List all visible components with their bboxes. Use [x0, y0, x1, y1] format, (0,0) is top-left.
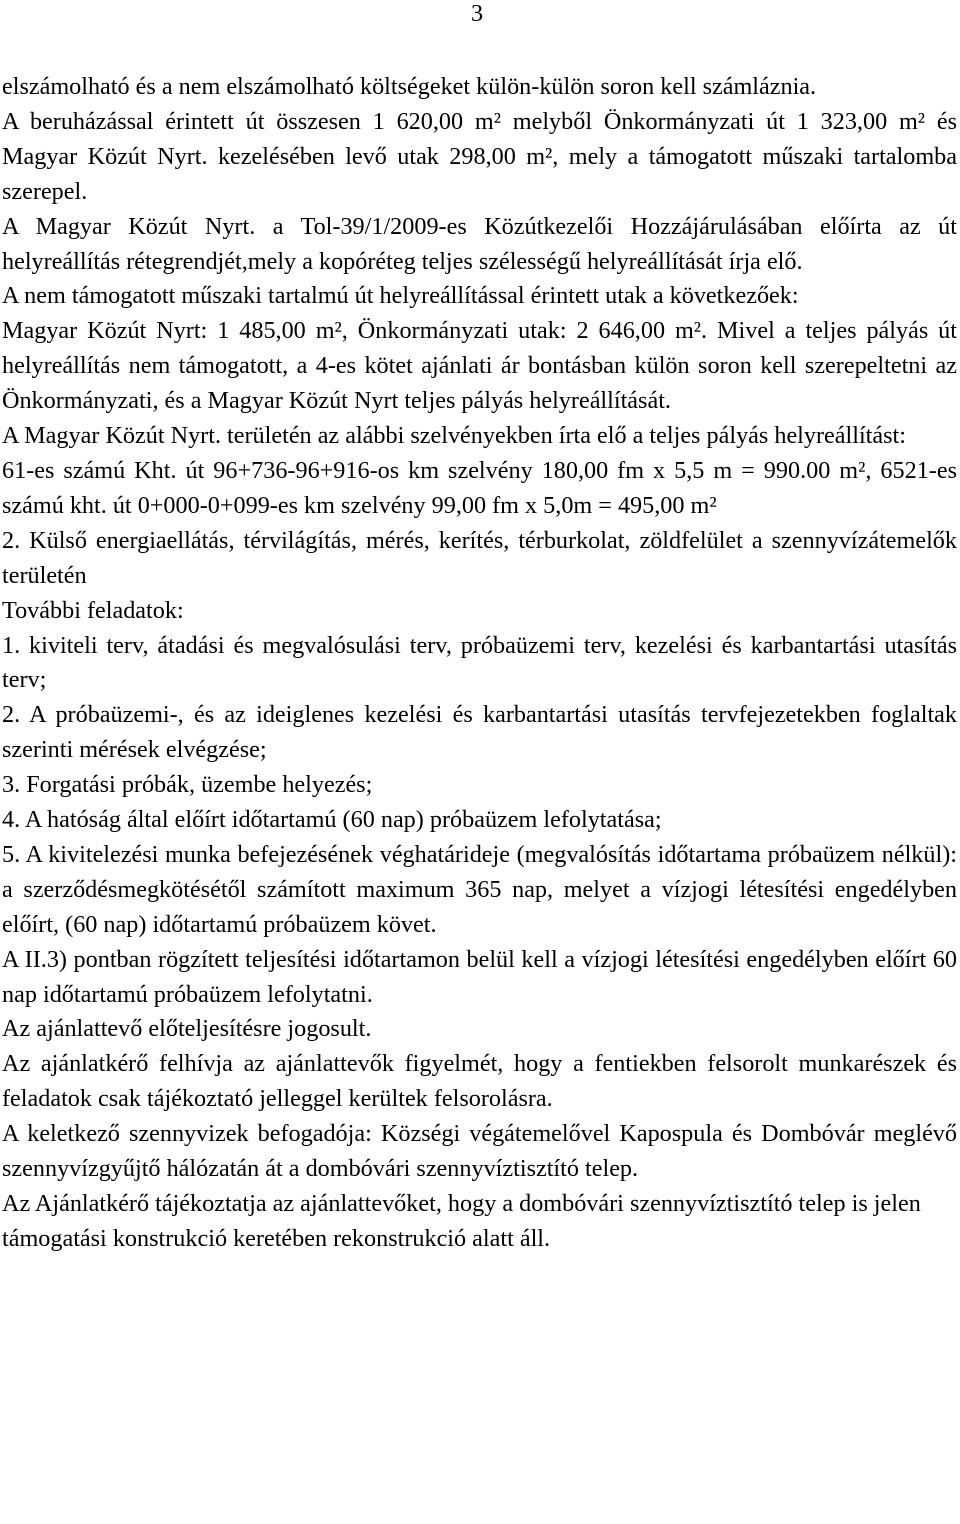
paragraph: 2. A próbaüzemi-, és az ideiglenes kezelési és karbantartási utasítás tervfejezetekben foglaltak szerinti mérések elvégzése; — [2, 701, 957, 764]
paragraph: A nem támogatott műszaki tartalmú út helyreállítással érintett utak a következőek: — [2, 282, 799, 310]
document-body — [2, 70, 957, 1257]
paragraph: Az ajánlattevő előteljesítésre jogosult. — [2, 1015, 372, 1043]
paragraph: Az Ajánlatkérő tájékoztatja az ajánlattevőket, hogy a dombóvári szennyvíztisztító telep is jelen támogatási konstrukció keretében rekonstrukció alatt áll. — [2, 1190, 921, 1252]
paragraph: 1. kiviteli terv, átadási és megvalósulási terv, próbaüzemi terv, kezelési és karbantartási utasítás terv; — [2, 631, 957, 694]
paragraph: 4. A hatóság által előírt időtartamú (60 nap) próbaüzem lefolytatása; — [2, 806, 662, 834]
paragraph: A Magyar Közút Nyrt. a Tol-39/1/2009-es Közútkezelői Hozzájárulásában előírta az út helyreállítás rétegrendjét,mely a kopóréteg teljes szélességű helyreállítását írja elő. — [2, 212, 957, 275]
paragraph: 3. Forgatási próbák, üzembe helyezés; — [2, 771, 373, 799]
paragraph: A Magyar Közút Nyrt. területén az alábbi szelvényekben írta elő a teljes pályás helyreállítást: — [2, 422, 906, 450]
paragraph: elszámolható és a nem elszámolható költségeket külön-külön soron kell számláznia. — [2, 73, 817, 100]
paragraph: Magyar Közút Nyrt: 1 485,00 m², Önkormányzati utak: 2 646,00 m². Mivel a teljes pályás út helyreállítás nem támogatott, a 4-es kötet ajánlati ár bontásban külön soron kell szerepeltetni az Önkormányzati, és a Magyar Közút Nyrt teljes pályás helyreállítását. — [2, 317, 957, 415]
paragraph: Az ajánlatkérő felhívja az ajánlattevők figyelmét, hogy a fentiekben felsorolt munkarészek és feladatok csak tájékoztató jelleggel kerültek felsorolásra. — [2, 1050, 957, 1113]
page-number: 3 — [471, 0, 484, 27]
paragraph: 5. A kivitelezési munka befejezésének véghatárideje (megvalósítás időtartama próbaüzem nélkül): a szerződésmegkötésétől számított maximum 365 nap, melyet a vízjogi létesítési engedélyben előírt, (60 nap) időtartamú próbaüzem követ. — [2, 840, 957, 938]
paragraph: További feladatok: — [2, 596, 184, 624]
paragraph: 61-es számú Kht. út 96+736-96+916-os km szelvény 180,00 fm x 5,5 m = 990.00 m², 6521-es számú kht. út 0+000-0+099-es km szelvény 99,00 fm x 5,0m = 495,00 m² — [2, 456, 957, 519]
paragraph: 2. Külső energiaellátás, térvilágítás, mérés, kerítés, térburkolat, zöldfelület a szennyvízátemelők területén — [2, 526, 957, 589]
paragraph: A beruházással érintett út összesen 1 620,00 m² melyből Önkormányzati út 1 323,00 m² és Magyar Közút Nyrt. kezelésében levő utak 298,00 m², mely a támogatott műszaki tartalomba szerepel. — [2, 107, 957, 205]
paragraph: A keletkező szennyvizek befogadója: Községi végátemelővel Kapospula és Dombóvár meglévő szennyvízgyűjtő hálózatán át a dombóvári szennyvíztisztító telep. — [2, 1120, 957, 1183]
paragraph: A II.3) pontban rögzített teljesítési időtartamon belül kell a vízjogi létesítési engedélyben előírt 60 nap időtartamú próbaüzem lefolytatni. — [2, 945, 957, 1008]
